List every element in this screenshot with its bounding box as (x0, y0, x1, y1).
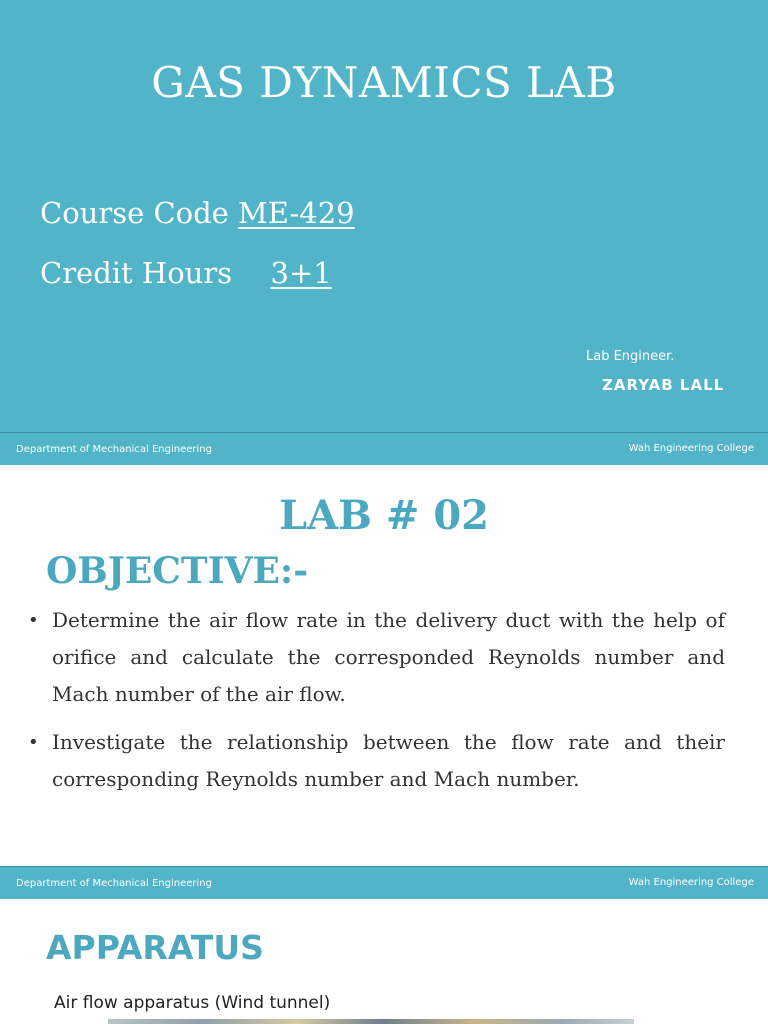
lab-engineer-name: ZARYAB LALL (602, 376, 725, 394)
credit-hours-label: Credit Hours (40, 256, 233, 290)
lab-engineer-label: Lab Engineer. (586, 349, 675, 364)
footer-college: Wah Engineering College (628, 443, 754, 454)
bullet-icon: • (28, 732, 39, 753)
apparatus-subtitle: Air flow apparatus (Wind tunnel) (54, 993, 331, 1013)
footer-bar-2 (0, 866, 768, 900)
list-item (28, 602, 725, 713)
bullet-icon: • (28, 610, 39, 631)
credit-hours-value: 3+1 (270, 256, 332, 290)
course-code-value: ME-429 (238, 196, 355, 230)
slide-title: GAS DYNAMICS LAB (151, 58, 617, 107)
course-code-label: Course Code (40, 196, 229, 230)
objective-heading: OBJECTIVE:- (46, 550, 309, 592)
footer-department: Department of Mechanical Engineering (16, 878, 212, 889)
credit-hours-line (40, 256, 332, 290)
objective-list (28, 602, 725, 809)
footer-college: Wah Engineering College (628, 877, 754, 888)
apparatus-photo (108, 1019, 634, 1024)
footer-bar-1 (0, 432, 768, 466)
bullet-text: Investigate the relationship between the flow rate and their corresponding Reynolds number and Mach number. (52, 730, 725, 791)
course-code-line (40, 196, 355, 230)
footer-department: Department of Mechanical Engineering (16, 444, 212, 455)
bullet-text: Determine the air flow rate in the delivery duct with the help of orifice and calculate the corresponded Reynolds number and Mach number of the air flow. (52, 608, 725, 706)
apparatus-heading: APPARATUS (46, 928, 264, 967)
lab-number-title: LAB # 02 (279, 492, 489, 539)
title-slide (0, 0, 768, 432)
list-item (28, 724, 725, 798)
